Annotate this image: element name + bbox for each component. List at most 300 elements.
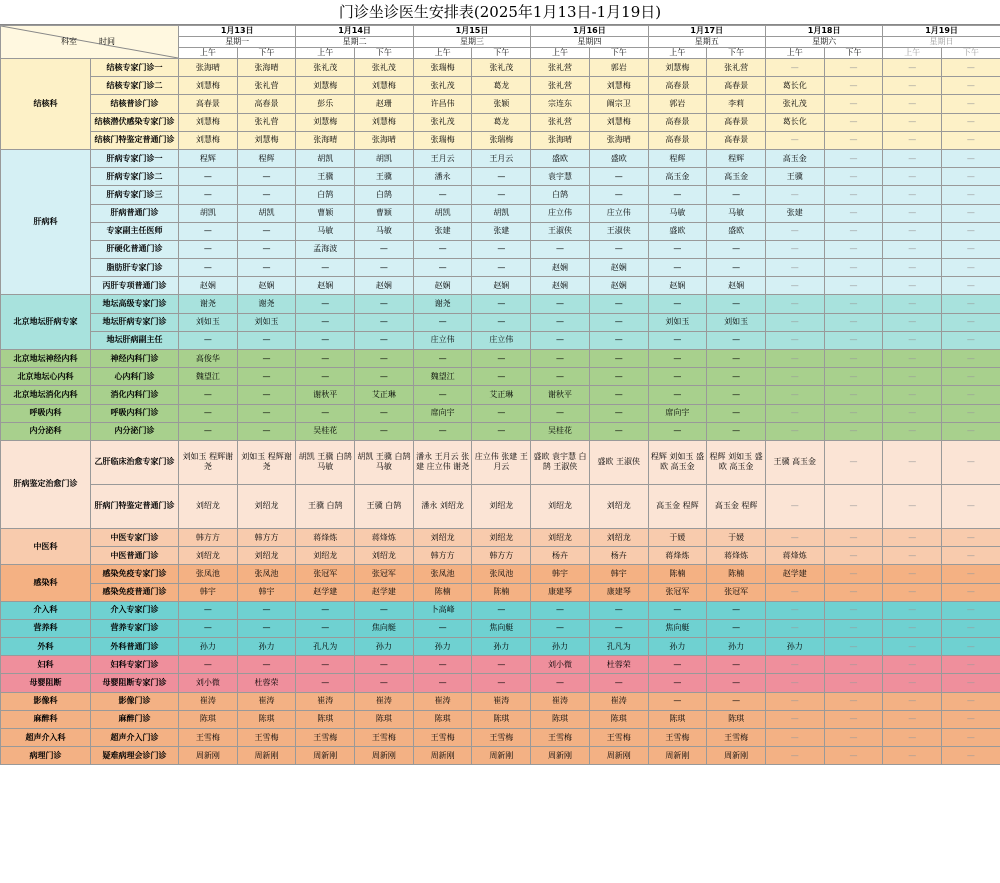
schedule-cell: — [765, 674, 824, 692]
header-am: 上午 [179, 48, 238, 59]
schedule-cell: — [296, 313, 355, 331]
schedule-cell: 马敏 [707, 204, 766, 222]
schedule-cell: — [883, 674, 942, 692]
schedule-cell: — [648, 692, 707, 710]
table-row [1, 440, 1000, 484]
schedule-cell: — [707, 692, 766, 710]
clinic-name: 结核专家门诊一 [91, 59, 179, 77]
schedule-cell: 王骥 [296, 168, 355, 186]
schedule-cell: 程辉 [648, 149, 707, 167]
schedule-cell: — [589, 368, 648, 386]
schedule-cell: — [179, 259, 238, 277]
schedule-cell: — [765, 386, 824, 404]
schedule-cell: — [883, 204, 942, 222]
schedule-cell: — [942, 204, 1000, 222]
table-row [1, 565, 1000, 583]
schedule-cell: 高春景 [648, 77, 707, 95]
schedule-cell: — [883, 484, 942, 528]
header-weekday: 星期三 [413, 37, 530, 48]
schedule-cell: 张海晴 [531, 131, 590, 149]
schedule-cell: 王雪梅 [531, 729, 590, 747]
header-date: 1月17日 [648, 26, 765, 37]
schedule-cell: — [883, 601, 942, 619]
schedule-cell: 陈楠 [413, 583, 472, 601]
clinic-name: 外科普通门诊 [91, 638, 179, 656]
schedule-cell: — [942, 710, 1000, 728]
department-name: 妇科 [1, 656, 91, 674]
schedule-cell: 刘绍龙 [296, 547, 355, 565]
schedule-cell: — [824, 547, 883, 565]
table-row [1, 350, 1000, 368]
schedule-cell: — [589, 674, 648, 692]
schedule-cell: — [883, 386, 942, 404]
schedule-cell: 陈琪 [179, 710, 238, 728]
schedule-cell: — [824, 113, 883, 131]
schedule-cell: 张礼营 [237, 113, 296, 131]
schedule-cell: 谢尧 [413, 295, 472, 313]
table-row [1, 259, 1000, 277]
schedule-cell: 艾正琳 [472, 386, 531, 404]
schedule-cell: 张凤池 [413, 565, 472, 583]
schedule-cell: — [707, 386, 766, 404]
schedule-cell: 康建琴 [531, 583, 590, 601]
schedule-cell: 赵娴 [237, 277, 296, 295]
schedule-cell: 赵娴 [531, 259, 590, 277]
schedule-cell: 席向宇 [648, 404, 707, 422]
header-pm: 下午 [942, 48, 1000, 59]
schedule-cell: — [531, 674, 590, 692]
schedule-cell: 白鹄 [355, 186, 414, 204]
schedule-cell: — [942, 692, 1000, 710]
header-pm: 下午 [472, 48, 531, 59]
schedule-cell: — [883, 656, 942, 674]
schedule-cell: 胡凯 王骥 白鹄 马敏 [355, 440, 414, 484]
schedule-cell: 陈琪 [355, 710, 414, 728]
schedule-cell: — [237, 422, 296, 440]
schedule-cell: — [942, 583, 1000, 601]
table-row [1, 710, 1000, 728]
schedule-cell: — [237, 350, 296, 368]
schedule-cell: — [237, 404, 296, 422]
schedule-cell: 杨卉 [531, 547, 590, 565]
clinic-name: 感染免疫专家门诊 [91, 565, 179, 583]
schedule-cell: 周新刚 [237, 747, 296, 765]
schedule-cell: 刘如玉 [648, 313, 707, 331]
schedule-cell: — [237, 222, 296, 240]
schedule-cell: 张建 [413, 222, 472, 240]
schedule-cell: — [942, 313, 1000, 331]
schedule-cell: 谢尧 [179, 295, 238, 313]
schedule-cell: 韩方方 [472, 547, 531, 565]
schedule-cell: — [355, 295, 414, 313]
schedule-cell: — [765, 350, 824, 368]
department-name: 北京地坛神经内科 [1, 350, 91, 368]
department-name: 中医科 [1, 528, 91, 564]
schedule-cell: — [707, 422, 766, 440]
schedule-cell: 孙力 [413, 638, 472, 656]
schedule-cell: 王雪梅 [413, 729, 472, 747]
schedule-cell: 王雪梅 [237, 729, 296, 747]
schedule-cell: 刘绍龙 [237, 484, 296, 528]
clinic-name: 地坛肝病专家门诊 [91, 313, 179, 331]
table-row [1, 368, 1000, 386]
schedule-cell: 高玉金 [765, 149, 824, 167]
header-am: 上午 [765, 48, 824, 59]
schedule-cell: — [883, 295, 942, 313]
schedule-cell: 赵学建 [355, 583, 414, 601]
schedule-cell: — [765, 222, 824, 240]
schedule-cell: — [648, 186, 707, 204]
clinic-name: 妇科专家门诊 [91, 656, 179, 674]
schedule-cell: 张海晴 [589, 131, 648, 149]
schedule-cell: — [531, 240, 590, 258]
department-name: 母婴阻断 [1, 674, 91, 692]
department-name: 营养科 [1, 619, 91, 637]
schedule-cell: 孔凡为 [296, 638, 355, 656]
schedule-cell: — [824, 674, 883, 692]
schedule-cell: — [237, 259, 296, 277]
clinic-name: 地坛肝病副主任 [91, 331, 179, 349]
schedule-cell: — [883, 331, 942, 349]
header-weekday: 星期六 [765, 37, 882, 48]
table-row [1, 692, 1000, 710]
schedule-cell: 崔涛 [531, 692, 590, 710]
clinic-name: 脂肪肝专家门诊 [91, 259, 179, 277]
schedule-cell: — [824, 131, 883, 149]
schedule-cell: 刘绍龙 [472, 484, 531, 528]
clinic-name: 麻醉门诊 [91, 710, 179, 728]
schedule-cell: — [942, 368, 1000, 386]
schedule-cell: — [179, 656, 238, 674]
schedule-cell: — [237, 619, 296, 637]
schedule-cell: — [883, 422, 942, 440]
schedule-cell: 王雪梅 [179, 729, 238, 747]
header-weekday: 星期二 [296, 37, 413, 48]
schedule-cell: — [824, 528, 883, 546]
schedule-cell: — [824, 692, 883, 710]
schedule-cell: 周新刚 [296, 747, 355, 765]
table-row [1, 619, 1000, 637]
clinic-name: 肝硬化普通门诊 [91, 240, 179, 258]
header-pm: 下午 [589, 48, 648, 59]
schedule-cell: — [765, 656, 824, 674]
schedule-cell: — [355, 674, 414, 692]
schedule-cell: 王骥 [355, 168, 414, 186]
schedule-cell: 张礼茂 [413, 77, 472, 95]
schedule-cell: — [413, 313, 472, 331]
clinic-name: 肝病专家门诊三 [91, 186, 179, 204]
clinic-name: 心内科门诊 [91, 368, 179, 386]
schedule-cell: — [237, 656, 296, 674]
schedule-cell: — [355, 331, 414, 349]
schedule-cell: — [824, 619, 883, 637]
schedule-cell: — [942, 77, 1000, 95]
schedule-cell: — [883, 729, 942, 747]
schedule-cell: 张礼营 [531, 59, 590, 77]
table-row [1, 313, 1000, 331]
schedule-cell: — [472, 404, 531, 422]
schedule-cell: 潘永 刘绍龙 [413, 484, 472, 528]
clinic-name: 肝病专家门诊二 [91, 168, 179, 186]
schedule-cell: — [413, 386, 472, 404]
schedule-cell: 张礼营 [237, 77, 296, 95]
clinic-name: 结核潜伏感染专家门诊 [91, 113, 179, 131]
header-am: 上午 [648, 48, 707, 59]
clinic-name: 丙肝专项普通门诊 [91, 277, 179, 295]
schedule-cell: 李莉 [707, 95, 766, 113]
schedule-cell: — [589, 240, 648, 258]
clinic-name: 结核普诊门诊 [91, 95, 179, 113]
schedule-cell: — [883, 619, 942, 637]
schedule-cell: — [648, 656, 707, 674]
schedule-cell: — [707, 331, 766, 349]
schedule-cell: 陈琪 [296, 710, 355, 728]
schedule-cell: — [883, 95, 942, 113]
clinic-name: 超声介入门诊 [91, 729, 179, 747]
schedule-cell: 张凤池 [237, 565, 296, 583]
schedule-cell: — [413, 619, 472, 637]
schedule-cell: 刘绍龙 [355, 547, 414, 565]
schedule-cell: 赵学建 [765, 565, 824, 583]
department-name: 外科 [1, 638, 91, 656]
clinic-name: 感染免疫普通门诊 [91, 583, 179, 601]
schedule-cell: — [296, 601, 355, 619]
schedule-cell: 蒋烽炼 [707, 547, 766, 565]
schedule-cell: 潘永 [413, 168, 472, 186]
clinic-name: 乙肝临床治愈专家门诊 [91, 440, 179, 484]
clinic-name: 神经内科门诊 [91, 350, 179, 368]
schedule-cell: 刘绍龙 [413, 528, 472, 546]
schedule-cell: 周新刚 [179, 747, 238, 765]
schedule-cell: 盛欧 [648, 222, 707, 240]
schedule-cell: 韩宇 [531, 565, 590, 583]
schedule-cell: 程辉 刘如玉 盛欧 高玉金 [648, 440, 707, 484]
department-name: 介入科 [1, 601, 91, 619]
schedule-cell: — [942, 186, 1000, 204]
schedule-cell: 刘慧梅 [179, 131, 238, 149]
schedule-cell: — [707, 368, 766, 386]
schedule-cell: 崔涛 [237, 692, 296, 710]
schedule-cell: — [883, 528, 942, 546]
schedule-cell: 刘如玉 程辉谢尧 [237, 440, 296, 484]
schedule-cell: — [472, 368, 531, 386]
schedule-cell: — [942, 547, 1000, 565]
schedule-cell: — [413, 674, 472, 692]
schedule-cell: — [942, 149, 1000, 167]
page-title: 门诊坐诊医生安排表(2025年1月13日-1月19日) [0, 0, 1000, 25]
schedule-cell: 杜蓉荣 [589, 656, 648, 674]
schedule-cell: — [883, 313, 942, 331]
schedule-cell: 孔凡为 [589, 638, 648, 656]
schedule-cell: 崔涛 [179, 692, 238, 710]
schedule-cell: 高玉金 [707, 168, 766, 186]
table-row [1, 77, 1000, 95]
schedule-cell: — [883, 710, 942, 728]
schedule-cell: 谢秋平 [296, 386, 355, 404]
schedule-cell: — [765, 729, 824, 747]
schedule-cell: — [707, 295, 766, 313]
schedule-cell: 高俊华 [179, 350, 238, 368]
schedule-cell: — [648, 422, 707, 440]
schedule-cell: — [765, 368, 824, 386]
table-row [1, 601, 1000, 619]
schedule-cell: — [765, 619, 824, 637]
schedule-cell: 焦向艇 [355, 619, 414, 637]
header-pm: 下午 [824, 48, 883, 59]
schedule-cell: 张建 [765, 204, 824, 222]
schedule-cell: — [413, 240, 472, 258]
schedule-cell: — [765, 583, 824, 601]
table-row [1, 168, 1000, 186]
table-row [1, 656, 1000, 674]
table-row [1, 222, 1000, 240]
schedule-cell: 王雪梅 [472, 729, 531, 747]
schedule-cell: 吴桂花 [531, 422, 590, 440]
schedule-cell: 马敏 [355, 222, 414, 240]
schedule-cell: — [824, 422, 883, 440]
schedule-cell: 赵娴 [296, 277, 355, 295]
schedule-cell: 陈琪 [707, 710, 766, 728]
table-row [1, 131, 1000, 149]
schedule-cell: — [179, 186, 238, 204]
schedule-cell: 崔涛 [413, 692, 472, 710]
schedule-cell: 刘绍龙 [589, 484, 648, 528]
schedule-cell: — [589, 404, 648, 422]
schedule-cell: — [179, 386, 238, 404]
schedule-cell: — [179, 404, 238, 422]
schedule-cell: 刘绍龙 [179, 547, 238, 565]
schedule-cell: 王雪梅 [296, 729, 355, 747]
schedule-cell: — [824, 656, 883, 674]
schedule-cell: 庄立伟 [531, 204, 590, 222]
schedule-cell: — [531, 350, 590, 368]
schedule-cell: — [883, 368, 942, 386]
schedule-cell: — [531, 313, 590, 331]
header-pm: 下午 [707, 48, 766, 59]
schedule-cell: 刘绍龙 [179, 484, 238, 528]
schedule-cell: 孙力 [648, 638, 707, 656]
department-name: 北京地坛肝病专家 [1, 295, 91, 350]
table-row [1, 386, 1000, 404]
clinic-name: 影像门诊 [91, 692, 179, 710]
schedule-cell: — [765, 747, 824, 765]
schedule-cell: 崔涛 [296, 692, 355, 710]
schedule-cell: 陈楠 [707, 565, 766, 583]
schedule-cell: — [883, 131, 942, 149]
schedule-cell: 高春景 [707, 131, 766, 149]
schedule-cell: — [355, 240, 414, 258]
schedule-cell: — [824, 710, 883, 728]
schedule-cell: — [942, 386, 1000, 404]
schedule-cell: — [942, 59, 1000, 77]
schedule-cell: — [472, 422, 531, 440]
schedule-cell: — [707, 674, 766, 692]
schedule-cell: — [296, 656, 355, 674]
schedule-cell: 赵娴 [531, 277, 590, 295]
schedule-cell: 杨卉 [589, 547, 648, 565]
schedule-cell: 胡凯 [355, 149, 414, 167]
schedule-cell: — [883, 77, 942, 95]
schedule-cell: — [531, 295, 590, 313]
schedule-cell: — [883, 222, 942, 240]
department-name: 呼吸内科 [1, 404, 91, 422]
schedule-cell: 刘慧梅 [589, 113, 648, 131]
schedule-cell: — [883, 168, 942, 186]
schedule-cell: 王雪梅 [648, 729, 707, 747]
schedule-cell: — [765, 186, 824, 204]
header-am: 上午 [883, 48, 942, 59]
schedule-cell: — [824, 747, 883, 765]
schedule-cell: 王月云 [413, 149, 472, 167]
table-row [1, 674, 1000, 692]
schedule-cell: — [942, 331, 1000, 349]
schedule-cell: — [942, 656, 1000, 674]
department-name: 肝病鉴定治愈门诊 [1, 440, 91, 528]
schedule-cell: — [472, 295, 531, 313]
schedule-cell: 潘永 王月云 张建 庄立伟 谢尧 [413, 440, 472, 484]
schedule-cell: 陈琪 [531, 710, 590, 728]
schedule-cell: 韩宇 [589, 565, 648, 583]
schedule-cell: 陈楠 [472, 583, 531, 601]
header-corner [1, 26, 179, 59]
schedule-cell: — [765, 422, 824, 440]
schedule-cell: 谢尧 [237, 295, 296, 313]
schedule-cell: 高春景 [648, 113, 707, 131]
schedule-cell: — [472, 259, 531, 277]
schedule-cell: — [942, 240, 1000, 258]
schedule-cell: — [707, 259, 766, 277]
schedule-cell: 刘慧梅 [648, 59, 707, 77]
table-row [1, 404, 1000, 422]
schedule-cell: 高春景 [707, 113, 766, 131]
schedule-cell: — [824, 277, 883, 295]
schedule-cell: 葛长化 [765, 113, 824, 131]
table-row [1, 295, 1000, 313]
schedule-cell: 刘慧梅 [589, 77, 648, 95]
schedule-cell: 陈琪 [589, 710, 648, 728]
schedule-cell: 张建 [472, 222, 531, 240]
schedule-cell: — [942, 222, 1000, 240]
schedule-cell: — [942, 674, 1000, 692]
department-name: 麻醉科 [1, 710, 91, 728]
schedule-cell: — [883, 350, 942, 368]
schedule-cell: 刘绍龙 [589, 528, 648, 546]
schedule-cell: — [472, 168, 531, 186]
schedule-cell: 韩宇 [237, 583, 296, 601]
schedule-cell: 胡凯 王骥 白鹄 马敏 [296, 440, 355, 484]
schedule-cell: 赵娴 [472, 277, 531, 295]
schedule-cell: — [824, 331, 883, 349]
department-name: 病理门诊 [1, 747, 91, 765]
schedule-cell: 张礼茂 [413, 113, 472, 131]
schedule-cell: — [942, 638, 1000, 656]
schedule-cell: 白鹄 [296, 186, 355, 204]
schedule-cell: 赵娴 [355, 277, 414, 295]
schedule-cell: 宗连东 [531, 95, 590, 113]
schedule-cell: — [648, 368, 707, 386]
schedule-cell: 张冠军 [355, 565, 414, 583]
schedule-cell: 孟海波 [296, 240, 355, 258]
schedule-cell: 周新刚 [589, 747, 648, 765]
header-pm: 下午 [355, 48, 414, 59]
schedule-cell: — [589, 422, 648, 440]
clinic-name: 内分泌门诊 [91, 422, 179, 440]
schedule-cell: — [942, 440, 1000, 484]
schedule-cell: 张凤池 [179, 565, 238, 583]
schedule-cell: — [237, 386, 296, 404]
table-row [1, 240, 1000, 258]
schedule-cell: 高玉金 程辉 [707, 484, 766, 528]
